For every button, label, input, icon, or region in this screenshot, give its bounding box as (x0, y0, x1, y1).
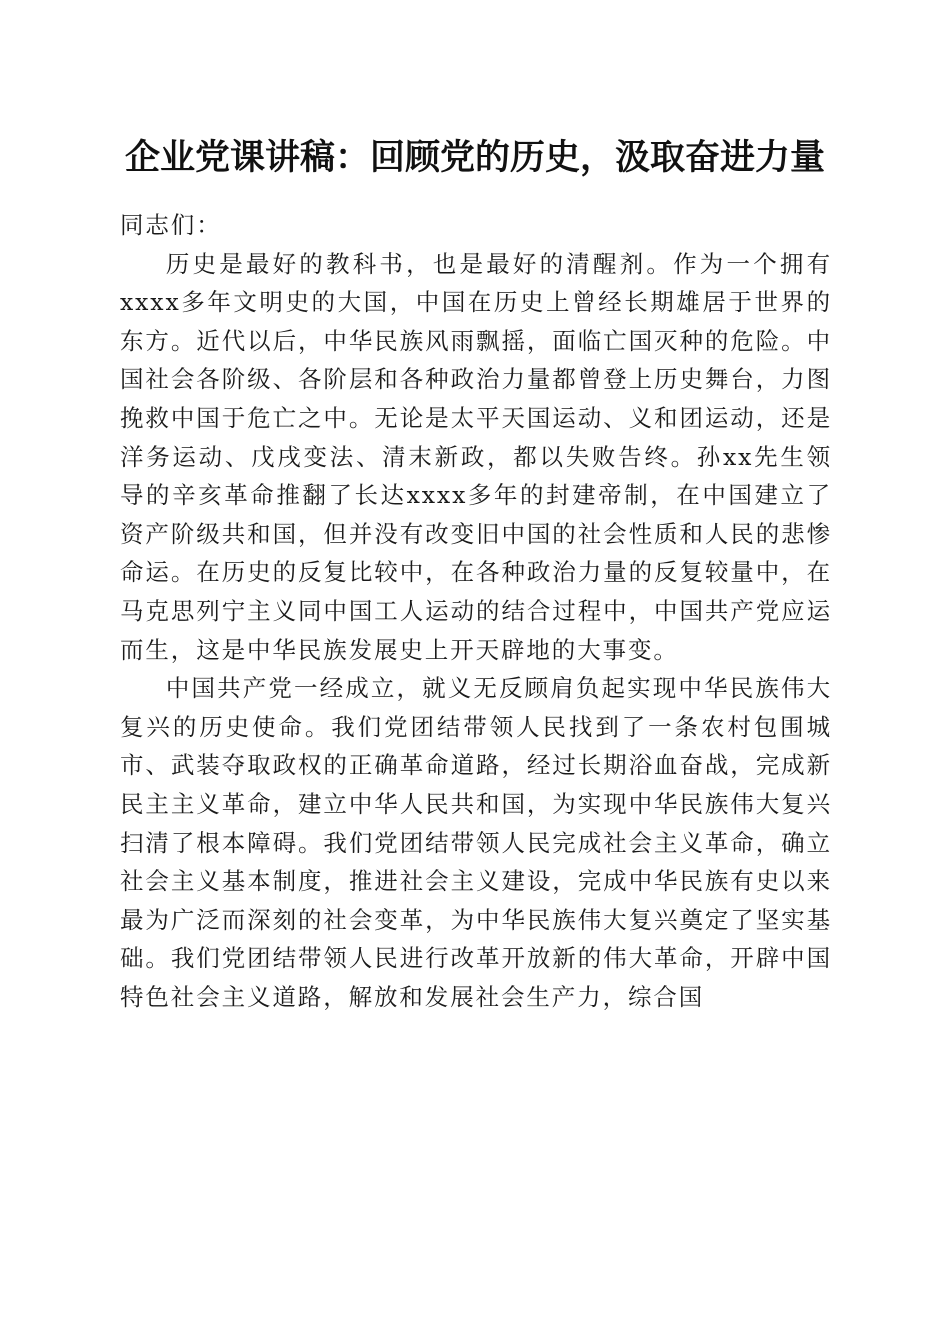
document-title: 企业党课讲稿：回顾党的历史，汲取奋进力量 (124, 137, 825, 178)
salutation: 同志们： (120, 211, 222, 239)
paragraph-history: 历史是最好的教科书，也是最好的清醒剂。作为一个拥有xxxx多年文明史的大国，中国在历史上曾经长期雄居于世界的东方。近代以后，中华民族风雨飘摇，面临亡国灭种的危险。中国社会各阶级、各阶层和各种政治力量都曾登上历史舞台，力图挽救中国于危亡之中。无论是太平天国运动、义和团运动，还是洋务运动、戊戌变法、清末新政，都以失败告终。孙xx先生领导的辛亥革命推翻了长达xxxx多年的封建帝制，在中国建立了资产阶级共和国，但并没有改变旧中国的社会性质和人民的悲惨命运。在历史的反复比较中，在各种政治力量的反复较量中，在马克思列宁主义同中国工人运动的结合过程中，中国共产党应运而生，这是中华民族发展史上开天辟地的大事变。 (120, 249, 832, 664)
paragraph-mission: 中国共产党一经成立，就义无反顾肩负起实现中华民族伟大复兴的历史使命。我们党团结带领人民找到了一条农村包围城市、武装夺取政权的正确革命道路，经过长期浴血奋战，完成新民主主义革命，建立中华人民共和国，为实现中华民族伟大复兴扫清了根本障碍。我们党团结带领人民完成社会主义革命，确立社会主义基本制度，推进社会主义建设，完成中华民族有史以来最为广泛而深刻的社会变革，为中华民族伟大复兴奠定了坚实基础。我们党团结带领人民进行改革开放新的伟大革命，开辟中国特色社会主义道路，解放和发展社会生产力，综合国 (120, 674, 832, 1011)
document-body (120, 206, 832, 1016)
